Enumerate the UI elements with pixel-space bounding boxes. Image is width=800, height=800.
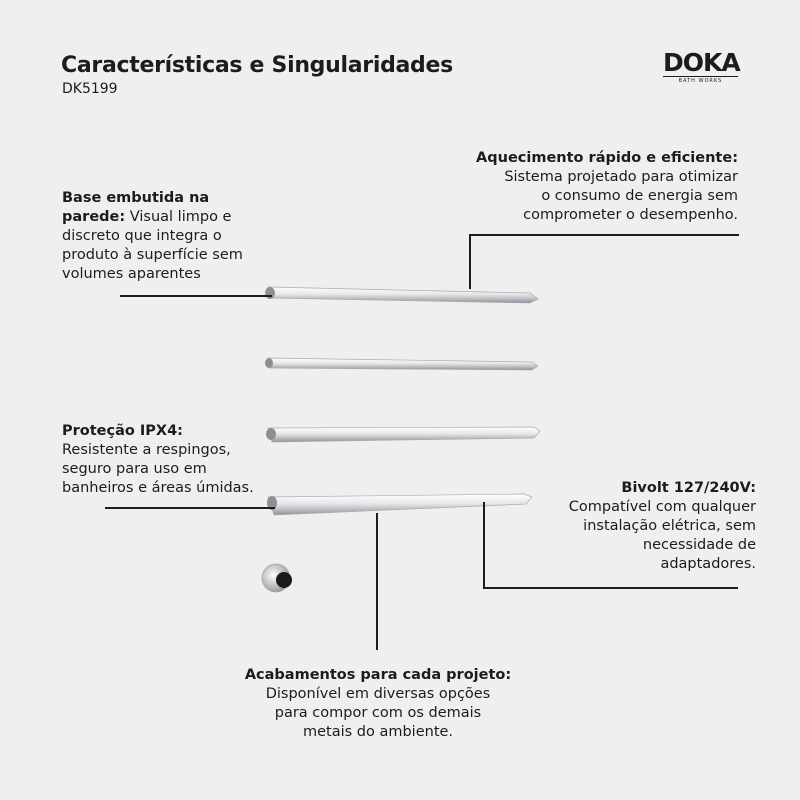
page-title: Características e Singularidades [61, 53, 453, 78]
callout-line-finish [376, 513, 378, 650]
towel-bar-3 [266, 427, 540, 442]
feature-finish-title: Acabamentos para cada projeto: [244, 667, 512, 683]
feature-bivolt-line: Compatível com qualquer [568, 499, 756, 515]
feature-heating-title: Aquecimento rápido e eficiente: [476, 150, 738, 166]
feature-bivolt-line: necessidade de [642, 537, 756, 553]
feature-ipx4-line: banheiros e áreas úmidas. [62, 480, 254, 496]
feature-finish-line: metais do ambiente. [302, 724, 454, 740]
feature-heating [470, 149, 738, 225]
feature-ipx4 [62, 422, 272, 498]
callout-line-bivolt-horizontal [483, 587, 738, 589]
towel-bar-2 [265, 358, 538, 370]
feature-base-title: Base embutida na parede: [62, 190, 210, 225]
feature-ipx4-line: Resistente a respingos, [62, 442, 231, 458]
feature-finish-line: para compor com os demais [274, 705, 482, 721]
logo-tagline: BATH WORKS [663, 76, 738, 84]
callout-line-heating-vertical [469, 234, 471, 289]
towel-bar-4 [267, 494, 532, 515]
power-switch-icon [262, 564, 292, 592]
feature-ipx4-line: seguro para uso em [62, 461, 207, 477]
feature-bivolt [540, 479, 756, 574]
feature-base [62, 189, 257, 284]
callout-line-heating-horizontal [469, 234, 739, 236]
callout-line-bivolt-vertical [483, 502, 485, 589]
feature-finish [238, 666, 518, 742]
callout-line-ipx4 [105, 507, 275, 509]
feature-heating-line: o consumo de energia sem [541, 188, 738, 204]
feature-heating-line: comprometer o desempenho. [523, 207, 738, 223]
product-code: DK5199 [62, 81, 118, 97]
callout-line-base [120, 295, 272, 297]
feature-base-text: Visual limpo e discreto que integra o produto à superfície sem volumes aparentes [62, 209, 243, 282]
feature-bivolt-title: Bivolt 127/240V: [621, 480, 756, 496]
logo-wordmark: DOKA [663, 48, 740, 77]
feature-heating-line: Sistema projetado para otimizar [504, 169, 738, 185]
feature-bivolt-line: adaptadores. [660, 556, 756, 572]
feature-ipx4-title: Proteção IPX4: [62, 423, 183, 439]
towel-bar-1 [265, 287, 538, 303]
feature-finish-line: Disponível em diversas opções [265, 686, 491, 702]
feature-bivolt-line: instalação elétrica, sem [583, 518, 756, 534]
